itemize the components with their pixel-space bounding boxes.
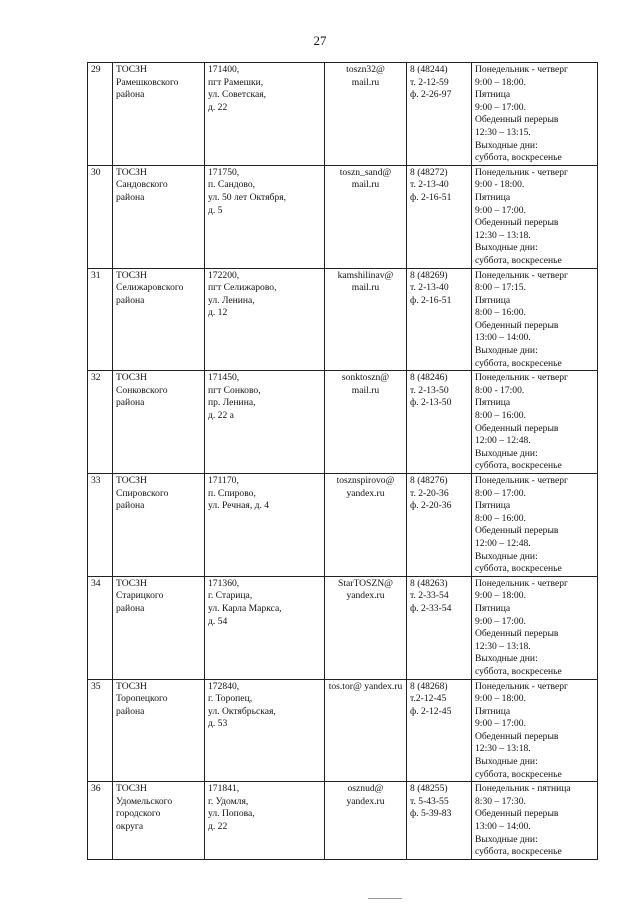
cell-line: 8:00 – 17:15. bbox=[475, 282, 526, 294]
cell-line: ТОСЗН bbox=[116, 783, 147, 795]
cell-line: kamshilinav@ bbox=[337, 269, 394, 281]
cell-line: osznud@ bbox=[347, 783, 384, 795]
cell-line: Пятница bbox=[475, 191, 511, 203]
cell-line: Выходные дни: bbox=[475, 833, 538, 845]
cell-line: т. 2-12-59 bbox=[410, 76, 449, 88]
cell-line: д. 22 bbox=[208, 821, 228, 833]
cell-line: ф. 2-16-51 bbox=[410, 294, 452, 306]
cell-line: ул. Октябрьская, bbox=[208, 705, 276, 717]
email-cell bbox=[325, 782, 407, 860]
office-name-cell bbox=[113, 576, 205, 679]
cell-line: Понедельник - четверг bbox=[475, 577, 568, 589]
cell-line: 171400, bbox=[208, 64, 240, 75]
cell-line: округа bbox=[116, 821, 144, 833]
cell-line: Понедельник - четверг bbox=[475, 64, 568, 75]
cell-line: д. 54 bbox=[208, 615, 228, 627]
cell-line: Сонковского bbox=[116, 384, 168, 396]
cell-line: toszn32@ bbox=[346, 64, 385, 75]
address-cell bbox=[205, 371, 325, 474]
cell-line: ф. 2-16-51 bbox=[410, 191, 452, 203]
cell-line: 8 (48246) bbox=[410, 372, 448, 384]
cell-line: Пятница bbox=[475, 602, 511, 614]
cell-line: ул. Советская, bbox=[208, 89, 267, 101]
cell-line: ул. Речная, д. 4 bbox=[208, 500, 270, 512]
cell-line: Понедельник - четверг bbox=[475, 166, 568, 178]
cell-line: 12:00 – 12:48. bbox=[475, 537, 531, 549]
cell-line: Выходные дни: bbox=[475, 139, 538, 151]
cell-line: Выходные дни: bbox=[475, 345, 538, 357]
cell-line: ТОСЗН bbox=[116, 269, 147, 281]
cell-line: района bbox=[116, 705, 145, 717]
office-name-cell bbox=[113, 165, 205, 268]
cell-line: г. Старица, bbox=[208, 590, 253, 602]
phone-cell bbox=[407, 63, 472, 166]
cell-line: суббота, воскресенье bbox=[475, 846, 562, 858]
phone-cell bbox=[407, 371, 472, 474]
address-cell bbox=[205, 576, 325, 679]
cell-line: ТОСЗН bbox=[116, 577, 147, 589]
cell-line: Пятница bbox=[475, 89, 511, 101]
cell-line: yandex.ru bbox=[346, 487, 385, 499]
cell-line: Рамешковского bbox=[116, 76, 179, 88]
cell-line: 171750, bbox=[208, 166, 240, 178]
cell-line: 172200, bbox=[208, 269, 240, 281]
cell-line: Выходные дни: bbox=[475, 550, 538, 562]
cell-line: ф. 2-13-50 bbox=[410, 397, 452, 409]
cell-line: 33 bbox=[91, 475, 101, 486]
email-cell bbox=[325, 576, 407, 679]
phone-cell bbox=[407, 474, 472, 577]
cell-line: района bbox=[116, 602, 145, 614]
hours-cell bbox=[472, 474, 598, 577]
hours-cell bbox=[472, 679, 598, 782]
cell-line: Выходные дни: bbox=[475, 242, 538, 254]
cell-line: т. 2-13-40 bbox=[410, 179, 449, 191]
cell-line: Удомельского bbox=[116, 795, 173, 807]
cell-line: 171841, bbox=[208, 783, 240, 795]
cell-line: 8 (48255) bbox=[410, 783, 448, 795]
cell-line: 8 (48269) bbox=[410, 269, 448, 281]
cell-line: 13:00 – 14:00. bbox=[475, 821, 531, 833]
cell-line: 29 bbox=[91, 64, 101, 75]
cell-line: т. 2-20-36 bbox=[410, 487, 449, 499]
row-number bbox=[88, 371, 113, 474]
cell-line: п. Спирово, bbox=[208, 487, 256, 499]
cell-line: д. 22 bbox=[208, 101, 228, 113]
cell-line: 31 bbox=[91, 269, 101, 281]
cell-line: т. 2-13-50 bbox=[410, 384, 449, 396]
email-cell bbox=[325, 165, 407, 268]
address-cell bbox=[205, 782, 325, 860]
cell-line: 9:00 – 18:00. bbox=[475, 76, 526, 88]
cell-line: ул. Карла Маркса, bbox=[208, 602, 282, 614]
cell-line: mail.ru bbox=[351, 384, 380, 396]
table-row bbox=[88, 63, 598, 166]
cell-line: пр. Ленина, bbox=[208, 397, 256, 409]
row-number bbox=[88, 576, 113, 679]
cell-line: т. 5-43-55 bbox=[410, 795, 449, 807]
email-cell bbox=[325, 474, 407, 577]
cell-line: Пятница bbox=[475, 500, 511, 512]
email-cell bbox=[325, 268, 407, 371]
table-row bbox=[88, 782, 598, 860]
cell-line: Обеденный перерыв bbox=[475, 319, 559, 331]
cell-line: 171170, bbox=[208, 475, 239, 486]
cell-line: 171360, bbox=[208, 577, 240, 589]
cell-line: ТОСЗН bbox=[116, 64, 147, 75]
address-cell bbox=[205, 63, 325, 166]
email-cell bbox=[325, 63, 407, 166]
cell-line: 12:30 – 13:18. bbox=[475, 640, 531, 652]
cell-line: района bbox=[116, 191, 145, 203]
cell-line: 8:30 – 17:30. bbox=[475, 795, 526, 807]
office-name-cell bbox=[113, 474, 205, 577]
cell-line: ул. Попова, bbox=[208, 808, 255, 820]
cell-line: д. 22 а bbox=[208, 410, 234, 422]
cell-line: 9:00 - 18:00. bbox=[475, 179, 525, 191]
cell-line: 8 (48244) bbox=[410, 64, 448, 75]
office-name-cell bbox=[113, 679, 205, 782]
email-cell bbox=[325, 679, 407, 782]
phone-cell bbox=[407, 679, 472, 782]
cell-line: StarTOSZN@ bbox=[337, 577, 394, 589]
cell-line: Понедельник - четверг bbox=[475, 680, 568, 692]
cell-line: д. 5 bbox=[208, 204, 223, 216]
cell-line: ТОСЗН bbox=[116, 166, 147, 178]
row-number bbox=[88, 474, 113, 577]
cell-line: т.2-12-45 bbox=[410, 693, 447, 705]
cell-line: п. Сандово, bbox=[208, 179, 256, 191]
cell-line: 172840, bbox=[208, 680, 240, 692]
cell-line: суббота, воскресенье bbox=[475, 665, 562, 677]
cell-line: д. 53 bbox=[208, 718, 228, 730]
cell-line: mail.ru bbox=[351, 179, 380, 191]
cell-line: Пятница bbox=[475, 397, 511, 409]
hours-cell bbox=[472, 576, 598, 679]
cell-line: пгт Рамешки, bbox=[208, 76, 264, 88]
cell-line: Понедельник - четверг bbox=[475, 475, 568, 486]
cell-line: Обеденный перерыв bbox=[475, 422, 559, 434]
cell-line: sonktoszn@ bbox=[341, 372, 390, 384]
cell-line: 8:00 – 16:00. bbox=[475, 307, 526, 319]
cell-line: Обеденный перерыв bbox=[475, 730, 559, 742]
cell-line: 171450, bbox=[208, 372, 240, 384]
cell-line: mail.ru bbox=[351, 282, 380, 294]
cell-line: Выходные дни: bbox=[475, 653, 538, 665]
phone-cell bbox=[407, 268, 472, 371]
cell-line: Понедельник - четверг bbox=[475, 269, 568, 281]
cell-line: 36 bbox=[91, 783, 101, 795]
cell-line: 8 (48272) bbox=[410, 166, 448, 178]
table-row bbox=[88, 679, 598, 782]
cell-line: района bbox=[116, 294, 145, 306]
cell-line: ф. 2-33-54 bbox=[410, 602, 452, 614]
hours-cell bbox=[472, 165, 598, 268]
cell-line: г. Торопец, bbox=[208, 693, 253, 705]
cell-line: Пятница bbox=[475, 294, 511, 306]
cell-line: 12:30 – 13:18. bbox=[475, 743, 531, 755]
cell-line: 8 (48276) bbox=[410, 475, 448, 486]
cell-line: tosznspirovo@ bbox=[336, 475, 395, 486]
cell-line: yandex.ru bbox=[346, 795, 385, 807]
hours-cell bbox=[472, 268, 598, 371]
email-cell bbox=[325, 371, 407, 474]
cell-line: Спировского bbox=[116, 487, 169, 499]
cell-line: 8 (48268) bbox=[410, 680, 448, 692]
cell-line: Понедельник - четверг bbox=[475, 372, 568, 384]
cell-line: Торопецкого bbox=[116, 693, 168, 705]
cell-line: 9:00 – 17:00. bbox=[475, 718, 526, 730]
address-cell bbox=[205, 165, 325, 268]
cell-line: ТОСЗН bbox=[116, 475, 147, 486]
page-number: 27 bbox=[313, 33, 327, 48]
cell-line: городского bbox=[116, 808, 161, 820]
address-cell bbox=[205, 474, 325, 577]
cell-line: ул. 50 лет Октября, bbox=[208, 191, 287, 203]
table-row bbox=[88, 268, 598, 371]
cell-line: суббота, воскресенье bbox=[475, 357, 562, 369]
cell-line: 34 bbox=[91, 577, 101, 589]
cell-line: 9:00 – 17:00. bbox=[475, 204, 526, 216]
cell-line: суббота, воскресенье bbox=[475, 254, 562, 266]
phone-cell bbox=[407, 576, 472, 679]
cell-line: 13:00 – 14:00. bbox=[475, 332, 531, 344]
row-number bbox=[88, 165, 113, 268]
cell-line: 8:00 - 17:00. bbox=[475, 384, 525, 396]
cell-line: 12:30 – 13:15. bbox=[475, 126, 531, 138]
cell-line: Обеденный перерыв bbox=[475, 808, 559, 820]
cell-line: пгт Сонково, bbox=[208, 384, 261, 396]
cell-line: 32 bbox=[91, 372, 101, 384]
table-body bbox=[88, 63, 598, 860]
cell-line: района bbox=[116, 397, 145, 409]
cell-line: Пятница bbox=[475, 705, 511, 717]
cell-line: Обеденный перерыв bbox=[475, 628, 559, 640]
cell-line: toszn_sand@ bbox=[339, 166, 392, 178]
hours-cell bbox=[472, 782, 598, 860]
scan-artifact-line bbox=[368, 898, 402, 899]
cell-line: суббота, воскресенье bbox=[475, 563, 562, 575]
table-row bbox=[88, 165, 598, 268]
row-number bbox=[88, 782, 113, 860]
cell-line: Старицкого bbox=[116, 590, 164, 602]
offices-table bbox=[87, 62, 598, 860]
cell-line: 9:00 – 17:00. bbox=[475, 101, 526, 113]
cell-line: 8:00 – 16:00. bbox=[475, 410, 526, 422]
hours-cell bbox=[472, 371, 598, 474]
cell-line: т. 2-33-54 bbox=[410, 590, 449, 602]
cell-line: Обеденный перерыв bbox=[475, 217, 559, 229]
cell-line: yandex.ru bbox=[346, 590, 385, 602]
cell-line: ТОСЗН bbox=[116, 372, 147, 384]
cell-line: Селижаровского bbox=[116, 282, 184, 294]
table-row bbox=[88, 576, 598, 679]
address-cell bbox=[205, 679, 325, 782]
cell-line: 12:30 – 13:18. bbox=[475, 229, 531, 241]
office-name-cell bbox=[113, 63, 205, 166]
cell-line: г. Удомля, bbox=[208, 795, 249, 807]
cell-line: суббота, воскресенье bbox=[475, 768, 562, 780]
cell-line: 9:00 – 17:00. bbox=[475, 615, 526, 627]
cell-line: Сандовского bbox=[116, 179, 168, 191]
phone-cell bbox=[407, 782, 472, 860]
cell-line: Обеденный перерыв bbox=[475, 525, 559, 537]
cell-line: района bbox=[116, 500, 145, 512]
cell-line: 9:00 – 18:00. bbox=[475, 693, 526, 705]
cell-line: ф. 5-39-83 bbox=[410, 808, 452, 820]
address-cell bbox=[205, 268, 325, 371]
cell-line: mail.ru bbox=[351, 76, 380, 88]
phone-cell bbox=[407, 165, 472, 268]
cell-line: Обеденный перерыв bbox=[475, 114, 559, 126]
hours-cell bbox=[472, 63, 598, 166]
cell-line: т. 2-13-40 bbox=[410, 282, 449, 294]
cell-line: района bbox=[116, 89, 145, 101]
cell-line: 8 (48263) bbox=[410, 577, 448, 589]
office-name-cell bbox=[113, 782, 205, 860]
cell-line: 9:00 – 18:00. bbox=[475, 590, 526, 602]
cell-line: 30 bbox=[91, 166, 101, 178]
cell-line: tos.tor@ yandex.ru bbox=[328, 680, 403, 692]
row-number bbox=[88, 268, 113, 371]
cell-line: суббота, воскресенье bbox=[475, 152, 562, 164]
cell-line: ул. Ленина, bbox=[208, 294, 255, 306]
cell-line: 35 bbox=[91, 680, 101, 692]
cell-line: пгт Селижарово, bbox=[208, 282, 277, 294]
cell-line: 8:00 – 17:00. bbox=[475, 487, 526, 499]
cell-line: д. 12 bbox=[208, 307, 228, 319]
cell-line: ф. 2-20-36 bbox=[410, 500, 452, 512]
office-name-cell bbox=[113, 371, 205, 474]
cell-line: Выходные дни: bbox=[475, 756, 538, 768]
table-row bbox=[88, 371, 598, 474]
row-number bbox=[88, 679, 113, 782]
cell-line: Понедельник - пятница bbox=[475, 783, 571, 795]
cell-line: Выходные дни: bbox=[475, 447, 538, 459]
table-row bbox=[88, 474, 598, 577]
office-name-cell bbox=[113, 268, 205, 371]
cell-line: 8:00 – 16:00. bbox=[475, 512, 526, 524]
row-number bbox=[88, 63, 113, 166]
cell-line: суббота, воскресенье bbox=[475, 460, 562, 472]
cell-line: 12:00 – 12:48. bbox=[475, 435, 531, 447]
cell-line: ф. 2-12-45 bbox=[410, 705, 452, 717]
cell-line: ТОСЗН bbox=[116, 680, 147, 692]
cell-line: ф. 2-26-97 bbox=[410, 89, 452, 101]
